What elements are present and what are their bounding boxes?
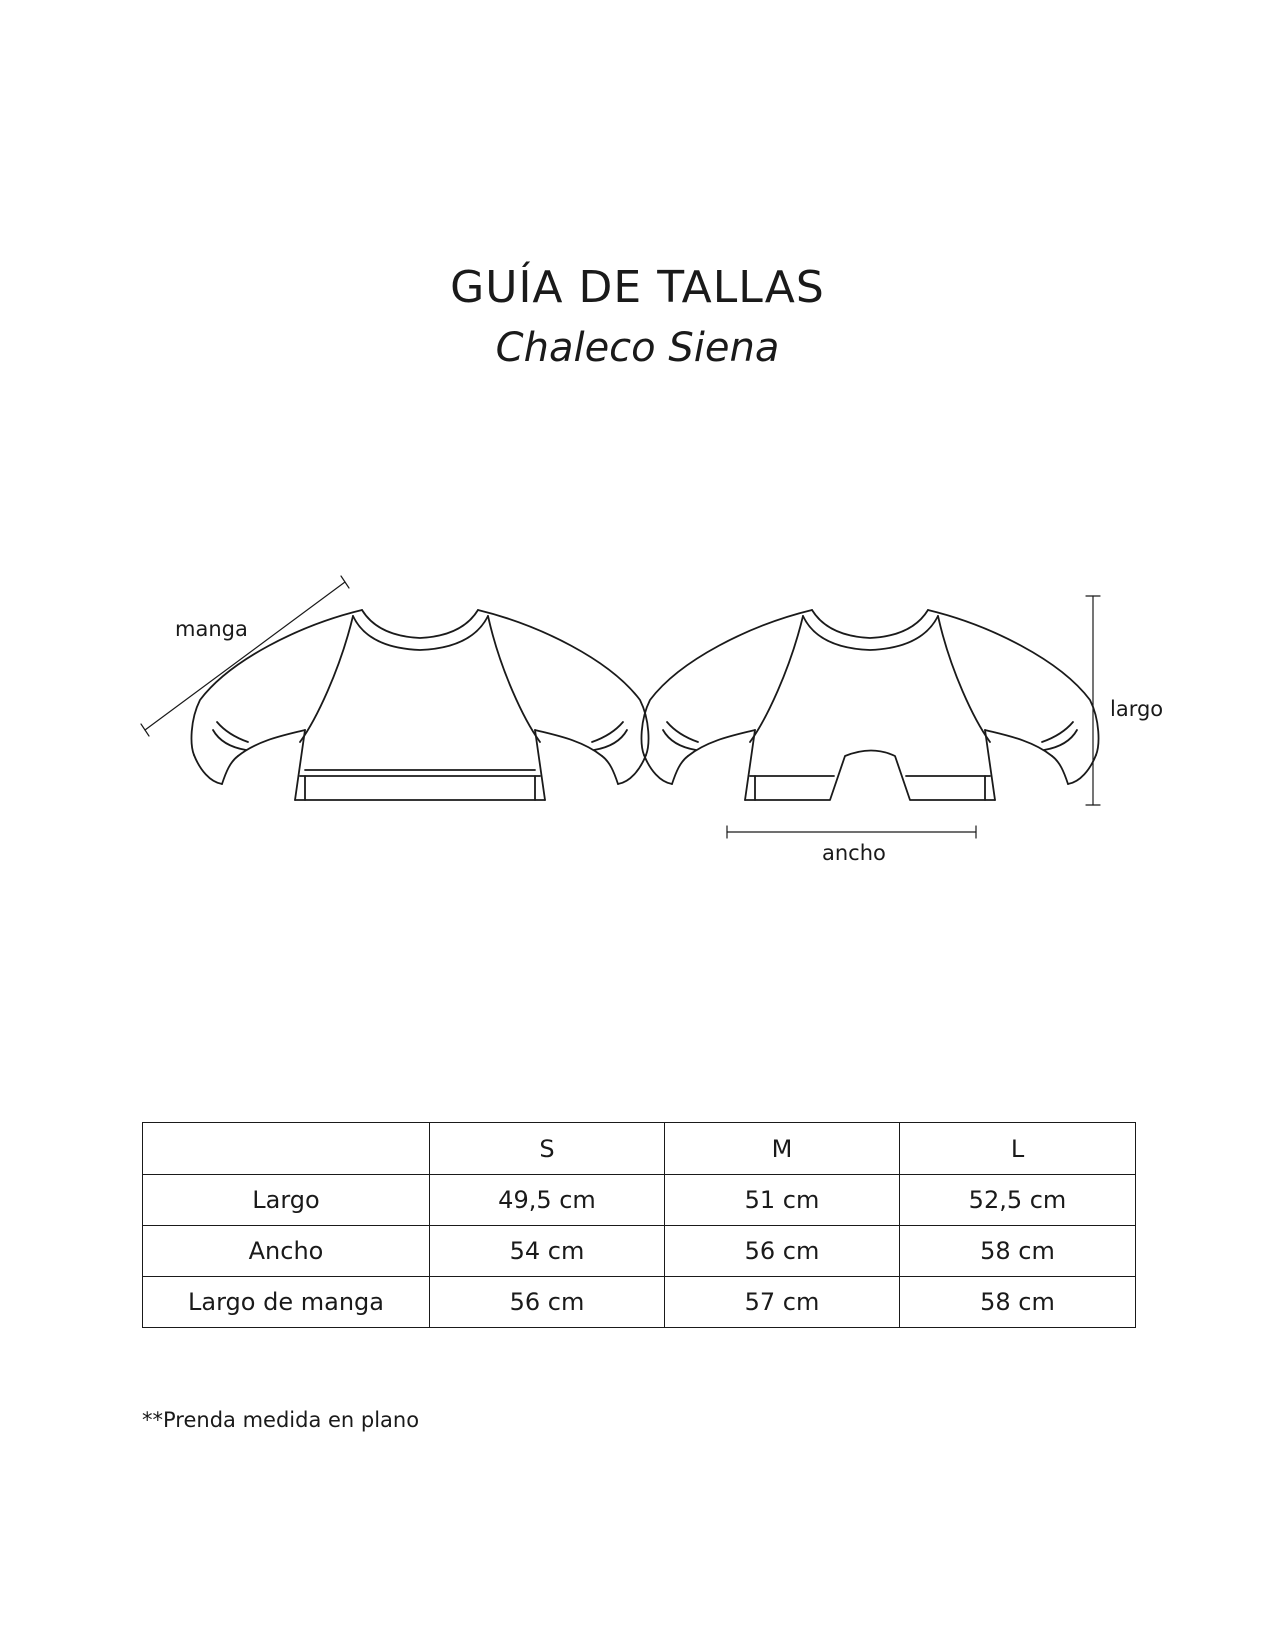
row-label: Largo de manga <box>143 1277 430 1328</box>
width-label: ancho <box>822 841 886 865</box>
size-table <box>142 1122 1136 1328</box>
garment-back-illustration <box>642 610 1099 800</box>
header-cell-size-m: M <box>665 1123 900 1175</box>
table-cell: 57 cm <box>665 1277 900 1328</box>
table-cell: 54 cm <box>430 1226 665 1277</box>
header-cell <box>143 1123 430 1175</box>
header-cell-size-s: S <box>430 1123 665 1175</box>
row-label: Ancho <box>143 1226 430 1277</box>
footnote: **Prenda medida en plano <box>142 1408 420 1432</box>
table-cell: 58 cm <box>900 1226 1136 1277</box>
width-measure-line <box>727 826 976 838</box>
table-row <box>143 1226 1136 1277</box>
table-row <box>143 1175 1136 1226</box>
length-label: largo <box>1110 697 1164 721</box>
garment-front-illustration <box>192 610 649 800</box>
table-cell: 56 cm <box>430 1277 665 1328</box>
length-measure-line <box>1086 596 1100 805</box>
table-cell: 49,5 cm <box>430 1175 665 1226</box>
sleeve-label: manga <box>175 617 248 641</box>
table-cell: 51 cm <box>665 1175 900 1226</box>
row-label: Largo <box>143 1175 430 1226</box>
table-cell: 58 cm <box>900 1277 1136 1328</box>
header-cell-size-l: L <box>900 1123 1136 1175</box>
page-title: GUÍA DE TALLAS <box>450 262 825 313</box>
table-cell: 52,5 cm <box>900 1175 1136 1226</box>
table-row <box>143 1277 1136 1328</box>
table-header-row <box>143 1123 1136 1175</box>
table-cell: 56 cm <box>665 1226 900 1277</box>
product-name: Chaleco Siena <box>495 325 780 371</box>
